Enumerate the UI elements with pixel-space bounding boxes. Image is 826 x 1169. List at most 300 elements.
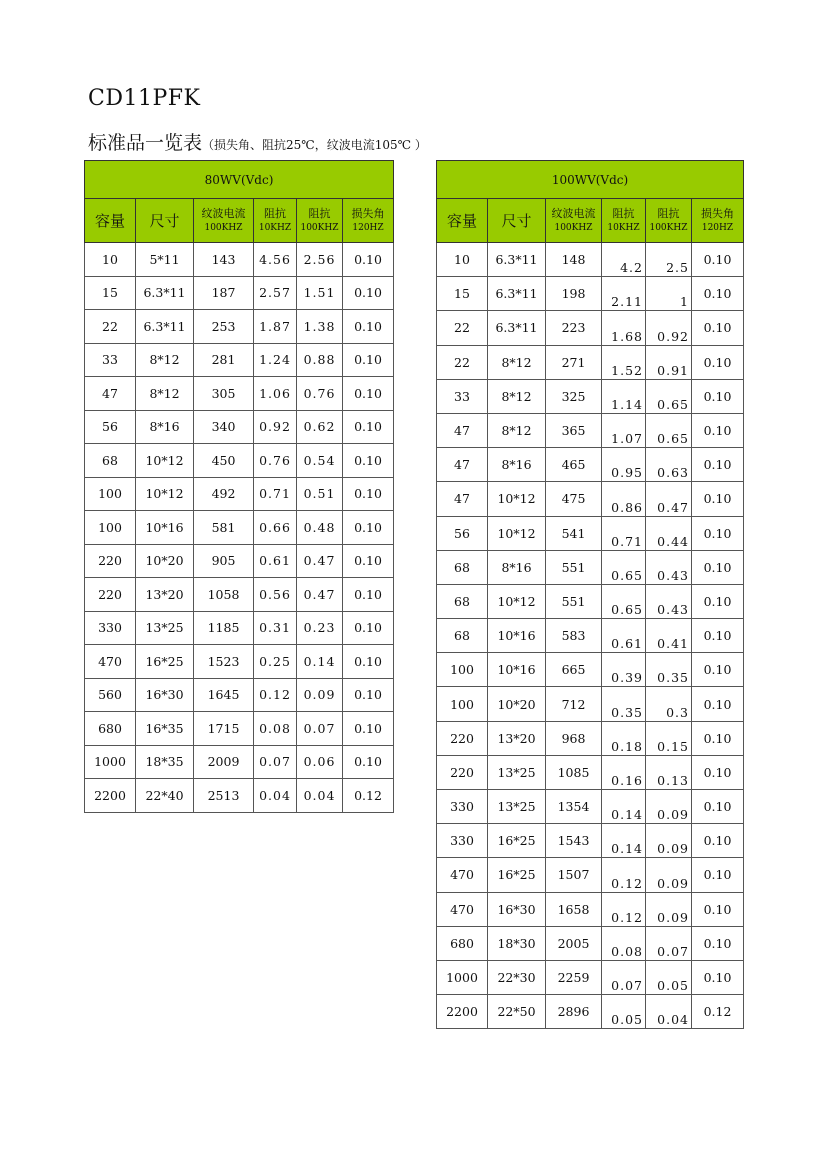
- cell-imp-10k: 0.71: [254, 477, 297, 511]
- cell-loss: 0.10: [692, 243, 744, 277]
- table-row: [85, 444, 394, 478]
- col-imp-100k: [646, 199, 692, 243]
- table-80wv: [84, 160, 394, 813]
- table-row: [437, 687, 744, 721]
- cell-capacity: 2200: [437, 995, 488, 1029]
- cell-imp-10k: 0.04: [254, 779, 297, 813]
- cell-ripple: 583: [546, 619, 602, 653]
- cell-size: 10*12: [488, 482, 546, 516]
- cell-capacity: 220: [85, 544, 136, 578]
- document-title: CD11PFK: [88, 86, 201, 111]
- cell-imp-100k: 0.65: [646, 379, 692, 413]
- cell-imp-10k: 0.35: [602, 687, 646, 721]
- cell-size: 6.3*11: [488, 277, 546, 311]
- cell-loss: 0.10: [343, 343, 394, 377]
- cell-capacity: 47: [437, 448, 488, 482]
- cell-loss: 0.10: [692, 482, 744, 516]
- cell-ripple: 271: [546, 345, 602, 379]
- table-row: [85, 578, 394, 612]
- col-ripple-freq: 100KHZ: [554, 222, 593, 233]
- cell-loss: 0.10: [343, 377, 394, 411]
- cell-imp-100k: 0.47: [646, 482, 692, 516]
- cell-size: 16*25: [488, 858, 546, 892]
- table-row: [437, 277, 744, 311]
- cell-imp-10k: 0.65: [602, 550, 646, 584]
- table-row: [437, 653, 744, 687]
- cell-imp-100k: 0.09: [646, 892, 692, 926]
- col-imp-10k-freq: 10KHZ: [607, 222, 640, 233]
- cell-loss: 0.10: [343, 511, 394, 545]
- cell-capacity: 680: [437, 926, 488, 960]
- cell-imp-100k: 0.09: [646, 858, 692, 892]
- cell-imp-100k: 0.48: [297, 511, 343, 545]
- col-ripple: [194, 199, 254, 243]
- cell-capacity: 330: [437, 790, 488, 824]
- cell-loss: 0.10: [692, 721, 744, 755]
- cell-ripple: 1058: [194, 578, 254, 612]
- cell-loss: 0.10: [343, 477, 394, 511]
- cell-size: 6.3*11: [488, 311, 546, 345]
- cell-ripple: 551: [546, 584, 602, 618]
- column-header-row: [85, 199, 394, 243]
- table-80wv-body: [85, 243, 394, 813]
- table-row: [85, 779, 394, 813]
- cell-ripple: 665: [546, 653, 602, 687]
- cell-size: 10*12: [488, 516, 546, 550]
- cell-imp-10k: 0.66: [254, 511, 297, 545]
- col-ripple-label: 纹波电流: [551, 206, 596, 220]
- cell-ripple: 148: [546, 243, 602, 277]
- cell-imp-100k: 0.43: [646, 550, 692, 584]
- subtitle-text: 标准品一览表: [88, 132, 203, 154]
- cell-loss: 0.12: [343, 779, 394, 813]
- cell-loss: 0.10: [692, 755, 744, 789]
- cell-ripple: 968: [546, 721, 602, 755]
- table-row: [437, 755, 744, 789]
- table-row: [437, 311, 744, 345]
- cell-size: 16*25: [136, 645, 194, 679]
- cell-loss: 0.10: [343, 645, 394, 679]
- cell-loss: 0.10: [692, 824, 744, 858]
- cell-loss: 0.10: [692, 345, 744, 379]
- table-row: [437, 721, 744, 755]
- cell-capacity: 220: [437, 755, 488, 789]
- table-row: [85, 410, 394, 444]
- cell-imp-100k: 0.3: [646, 687, 692, 721]
- cell-ripple: 2896: [546, 995, 602, 1029]
- cell-loss: 0.10: [692, 892, 744, 926]
- cell-imp-100k: 0.47: [297, 578, 343, 612]
- cell-loss: 0.10: [343, 310, 394, 344]
- cell-imp-10k: 0.12: [602, 858, 646, 892]
- cell-imp-10k: 2.11: [602, 277, 646, 311]
- cell-ripple: 475: [546, 482, 602, 516]
- cell-imp-10k: 0.14: [602, 824, 646, 858]
- cell-imp-10k: 0.71: [602, 516, 646, 550]
- cell-loss: 0.10: [692, 653, 744, 687]
- cell-imp-10k: 0.14: [602, 790, 646, 824]
- cell-size: 13*25: [136, 611, 194, 645]
- table-row: [85, 678, 394, 712]
- table-row: [437, 379, 744, 413]
- cell-loss: 0.10: [343, 410, 394, 444]
- cell-loss: 0.10: [343, 745, 394, 779]
- cell-capacity: 33: [437, 379, 488, 413]
- cell-size: 22*40: [136, 779, 194, 813]
- table-row: [85, 377, 394, 411]
- cell-ripple: 365: [546, 413, 602, 447]
- cell-capacity: 68: [437, 550, 488, 584]
- table-row: [85, 511, 394, 545]
- cell-ripple: 281: [194, 343, 254, 377]
- cell-imp-100k: 0.47: [297, 544, 343, 578]
- cell-loss: 0.10: [692, 379, 744, 413]
- cell-capacity: 15: [85, 276, 136, 310]
- cell-ripple: 1543: [546, 824, 602, 858]
- col-ripple: [546, 199, 602, 243]
- cell-imp-10k: 0.12: [254, 678, 297, 712]
- cell-imp-100k: 0.43: [646, 584, 692, 618]
- cell-imp-10k: 0.65: [602, 584, 646, 618]
- cell-imp-100k: 0.09: [297, 678, 343, 712]
- cell-imp-100k: 0.23: [297, 611, 343, 645]
- cell-capacity: 100: [437, 653, 488, 687]
- cell-capacity: 330: [437, 824, 488, 858]
- col-ripple-label: 纹波电流: [201, 206, 246, 220]
- cell-loss: 0.10: [692, 550, 744, 584]
- cell-ripple: 581: [194, 511, 254, 545]
- cell-imp-100k: 1.38: [297, 310, 343, 344]
- table-row: [437, 790, 744, 824]
- cell-ripple: 325: [546, 379, 602, 413]
- cell-imp-10k: 1.68: [602, 311, 646, 345]
- cell-imp-10k: 0.76: [254, 444, 297, 478]
- cell-imp-100k: 0.92: [646, 311, 692, 345]
- cell-size: 8*12: [136, 377, 194, 411]
- table-row: [437, 619, 744, 653]
- table-row: [437, 858, 744, 892]
- cell-imp-10k: 1.52: [602, 345, 646, 379]
- cell-loss: 0.10: [692, 926, 744, 960]
- col-loss: [692, 199, 744, 243]
- cell-capacity: 1000: [437, 960, 488, 994]
- cell-size: 10*20: [488, 687, 546, 721]
- cell-ripple: 541: [546, 516, 602, 550]
- cell-ripple: 1354: [546, 790, 602, 824]
- col-imp-10k-freq: 10KHZ: [258, 222, 292, 233]
- cell-size: 8*12: [136, 343, 194, 377]
- cell-capacity: 680: [85, 712, 136, 746]
- cell-ripple: 905: [194, 544, 254, 578]
- col-imp-100k: [297, 199, 343, 243]
- cell-size: 10*20: [136, 544, 194, 578]
- cell-size: 10*12: [136, 477, 194, 511]
- cell-imp-10k: 0.92: [254, 410, 297, 444]
- cell-size: 10*12: [488, 584, 546, 618]
- cell-ripple: 450: [194, 444, 254, 478]
- cell-imp-100k: 2.5: [646, 243, 692, 277]
- cell-loss: 0.10: [343, 712, 394, 746]
- col-ripple-freq: 100KHZ: [204, 222, 243, 233]
- cell-imp-10k: 0.08: [602, 926, 646, 960]
- cell-imp-10k: 0.25: [254, 645, 297, 679]
- cell-imp-10k: 0.16: [602, 755, 646, 789]
- col-imp-10k-label: 阻抗: [264, 206, 286, 220]
- cell-imp-10k: 0.05: [602, 995, 646, 1029]
- cell-size: 13*20: [488, 721, 546, 755]
- cell-imp-10k: 2.57: [254, 276, 297, 310]
- cell-imp-10k: 0.56: [254, 578, 297, 612]
- cell-ripple: 2009: [194, 745, 254, 779]
- cell-size: 18*35: [136, 745, 194, 779]
- table-100wv-body: [437, 243, 744, 1029]
- cell-capacity: 220: [85, 578, 136, 612]
- column-header-row: [437, 199, 744, 243]
- cell-capacity: 100: [85, 511, 136, 545]
- col-size: 尺寸: [136, 199, 194, 243]
- cell-capacity: 47: [437, 413, 488, 447]
- cell-imp-10k: 0.61: [254, 544, 297, 578]
- cell-imp-100k: 0.04: [646, 995, 692, 1029]
- cell-ripple: 712: [546, 687, 602, 721]
- cell-loss: 0.10: [692, 448, 744, 482]
- cell-size: 8*12: [488, 413, 546, 447]
- cell-capacity: 560: [85, 678, 136, 712]
- cell-imp-100k: 0.76: [297, 377, 343, 411]
- cell-imp-100k: 0.07: [646, 926, 692, 960]
- cell-ripple: 187: [194, 276, 254, 310]
- cell-loss: 0.10: [343, 276, 394, 310]
- cell-capacity: 22: [85, 310, 136, 344]
- voltage-header: 100WV(Vdc): [437, 161, 744, 199]
- col-loss: [343, 199, 394, 243]
- cell-imp-100k: 0.13: [646, 755, 692, 789]
- table-row: [437, 243, 744, 277]
- cell-size: 8*16: [136, 410, 194, 444]
- cell-capacity: 1000: [85, 745, 136, 779]
- cell-ripple: 223: [546, 311, 602, 345]
- col-size: 尺寸: [488, 199, 546, 243]
- cell-imp-100k: 0.09: [646, 790, 692, 824]
- cell-loss: 0.10: [343, 444, 394, 478]
- table-row: [85, 310, 394, 344]
- cell-loss: 0.10: [343, 578, 394, 612]
- cell-capacity: 470: [437, 858, 488, 892]
- cell-ripple: 1645: [194, 678, 254, 712]
- cell-capacity: 100: [85, 477, 136, 511]
- col-loss-label: 损失角: [351, 206, 385, 220]
- col-imp-10k: [602, 199, 646, 243]
- cell-imp-10k: 0.18: [602, 721, 646, 755]
- cell-capacity: 68: [437, 619, 488, 653]
- col-imp-100k-label: 阻抗: [657, 206, 680, 220]
- cell-imp-100k: 0.09: [646, 824, 692, 858]
- col-imp-100k-freq: 100KHZ: [300, 222, 339, 233]
- col-loss-freq: 120HZ: [701, 222, 734, 233]
- cell-size: 18*30: [488, 926, 546, 960]
- cell-imp-100k: 0.62: [297, 410, 343, 444]
- cell-imp-100k: 0.14: [297, 645, 343, 679]
- cell-size: 10*16: [136, 511, 194, 545]
- cell-capacity: 470: [437, 892, 488, 926]
- cell-size: 8*12: [488, 379, 546, 413]
- cell-size: 22*50: [488, 995, 546, 1029]
- cell-imp-100k: 0.07: [297, 712, 343, 746]
- voltage-header: 80WV(Vdc): [85, 161, 394, 199]
- cell-size: 8*12: [488, 345, 546, 379]
- subtitle-note: （损失角、阻抗25℃，纹波电流105℃ ）: [202, 138, 427, 152]
- cell-imp-100k: 0.54: [297, 444, 343, 478]
- cell-size: 10*16: [488, 653, 546, 687]
- cell-imp-100k: 1.51: [297, 276, 343, 310]
- table-row: [85, 745, 394, 779]
- cell-size: 10*16: [488, 619, 546, 653]
- cell-ripple: 1085: [546, 755, 602, 789]
- cell-imp-10k: 0.12: [602, 892, 646, 926]
- table-row: [437, 892, 744, 926]
- cell-imp-100k: 0.88: [297, 343, 343, 377]
- table-row: [437, 926, 744, 960]
- cell-imp-100k: 0.06: [297, 745, 343, 779]
- cell-size: 16*30: [488, 892, 546, 926]
- cell-capacity: 100: [437, 687, 488, 721]
- table-row: [437, 584, 744, 618]
- cell-ripple: 1658: [546, 892, 602, 926]
- cell-ripple: 1715: [194, 712, 254, 746]
- cell-capacity: 33: [85, 343, 136, 377]
- cell-ripple: 305: [194, 377, 254, 411]
- cell-imp-100k: 2.56: [297, 243, 343, 277]
- cell-capacity: 68: [437, 584, 488, 618]
- col-imp-10k-label: 阻抗: [612, 206, 635, 220]
- cell-imp-10k: 1.14: [602, 379, 646, 413]
- table-row: [85, 611, 394, 645]
- cell-loss: 0.10: [692, 687, 744, 721]
- table-row: [437, 448, 744, 482]
- cell-loss: 0.10: [343, 243, 394, 277]
- cell-loss: 0.10: [343, 678, 394, 712]
- cell-size: 6.3*11: [136, 276, 194, 310]
- cell-imp-10k: 0.61: [602, 619, 646, 653]
- cell-capacity: 22: [437, 311, 488, 345]
- col-loss-freq: 120HZ: [352, 222, 384, 233]
- table-row: [437, 995, 744, 1029]
- cell-capacity: 56: [437, 516, 488, 550]
- cell-imp-100k: 0.41: [646, 619, 692, 653]
- col-imp-100k-freq: 100KHZ: [649, 222, 688, 233]
- cell-loss: 0.12: [692, 995, 744, 1029]
- cell-size: 13*25: [488, 755, 546, 789]
- document-subtitle: [88, 128, 427, 155]
- cell-capacity: 22: [437, 345, 488, 379]
- table-row: [437, 550, 744, 584]
- cell-capacity: 47: [85, 377, 136, 411]
- cell-ripple: 551: [546, 550, 602, 584]
- cell-ripple: 2005: [546, 926, 602, 960]
- cell-size: 8*16: [488, 550, 546, 584]
- cell-loss: 0.10: [692, 516, 744, 550]
- cell-ripple: 465: [546, 448, 602, 482]
- cell-imp-10k: 0.07: [254, 745, 297, 779]
- cell-size: 13*20: [136, 578, 194, 612]
- table-row: [437, 516, 744, 550]
- table-row: [437, 824, 744, 858]
- cell-loss: 0.10: [692, 960, 744, 994]
- table-row: [85, 645, 394, 679]
- cell-size: 6.3*11: [136, 310, 194, 344]
- cell-capacity: 10: [85, 243, 136, 277]
- table-row: [85, 544, 394, 578]
- cell-imp-10k: 0.31: [254, 611, 297, 645]
- cell-size: 13*25: [488, 790, 546, 824]
- table-row: [437, 345, 744, 379]
- cell-imp-10k: 0.95: [602, 448, 646, 482]
- cell-ripple: 340: [194, 410, 254, 444]
- cell-imp-100k: 0.63: [646, 448, 692, 482]
- cell-loss: 0.10: [692, 584, 744, 618]
- cell-ripple: 492: [194, 477, 254, 511]
- cell-size: 22*30: [488, 960, 546, 994]
- cell-loss: 0.10: [692, 413, 744, 447]
- cell-ripple: 2259: [546, 960, 602, 994]
- cell-capacity: 15: [437, 277, 488, 311]
- cell-imp-10k: 0.07: [602, 960, 646, 994]
- cell-capacity: 56: [85, 410, 136, 444]
- cell-size: 8*16: [488, 448, 546, 482]
- col-capacity: 容量: [85, 199, 136, 243]
- table-row: [437, 413, 744, 447]
- cell-size: 16*30: [136, 678, 194, 712]
- cell-loss: 0.10: [692, 277, 744, 311]
- table-row: [85, 343, 394, 377]
- table-row: [437, 482, 744, 516]
- cell-loss: 0.10: [343, 544, 394, 578]
- cell-imp-100k: 0.65: [646, 413, 692, 447]
- cell-imp-100k: 0.44: [646, 516, 692, 550]
- cell-imp-100k: 0.51: [297, 477, 343, 511]
- table-100wv: [436, 160, 744, 1029]
- cell-ripple: 1185: [194, 611, 254, 645]
- cell-capacity: 470: [85, 645, 136, 679]
- cell-ripple: 198: [546, 277, 602, 311]
- cell-capacity: 220: [437, 721, 488, 755]
- cell-size: 16*35: [136, 712, 194, 746]
- cell-ripple: 1507: [546, 858, 602, 892]
- cell-size: 5*11: [136, 243, 194, 277]
- cell-imp-10k: 0.86: [602, 482, 646, 516]
- cell-ripple: 253: [194, 310, 254, 344]
- table-row: [85, 243, 394, 277]
- cell-size: 6.3*11: [488, 243, 546, 277]
- cell-loss: 0.10: [692, 858, 744, 892]
- cell-loss: 0.10: [692, 311, 744, 345]
- cell-capacity: 68: [85, 444, 136, 478]
- cell-ripple: 2513: [194, 779, 254, 813]
- col-loss-label: 损失角: [701, 206, 734, 220]
- col-capacity: 容量: [437, 199, 488, 243]
- cell-loss: 0.10: [692, 790, 744, 824]
- cell-imp-100k: 0.04: [297, 779, 343, 813]
- cell-capacity: 47: [437, 482, 488, 516]
- table-row: [85, 477, 394, 511]
- table-row: [437, 960, 744, 994]
- cell-size: 16*25: [488, 824, 546, 858]
- cell-loss: 0.10: [692, 619, 744, 653]
- table-row: [85, 276, 394, 310]
- cell-capacity: 10: [437, 243, 488, 277]
- cell-size: 10*12: [136, 444, 194, 478]
- table-row: [85, 712, 394, 746]
